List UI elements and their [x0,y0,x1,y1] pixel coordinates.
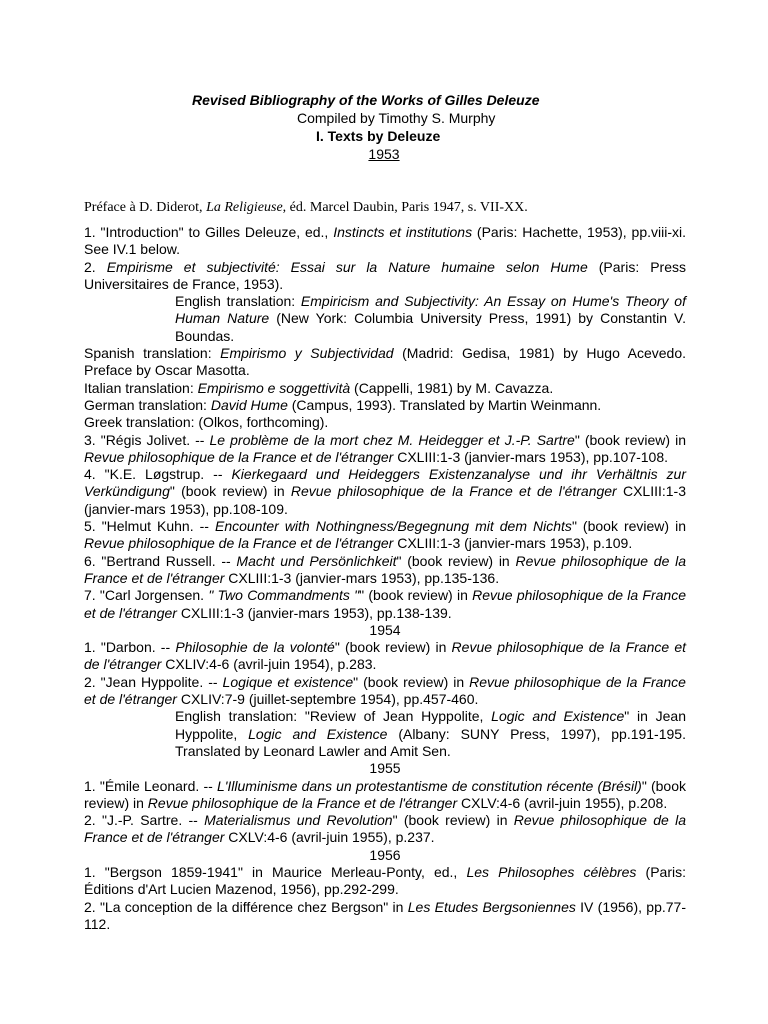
entry-text: 3. "Régis Jolivet. -- [84,431,210,448]
year-heading-label: 1954 [369,621,401,638]
entry-text: CXLIII:1-3 (janvier-mars 1953), pp.107-108. [393,448,669,465]
entry-text: CXLIII:1-3 (janvier-mars 1953), pp.135-136. [224,569,500,586]
entry-text: CXLIII:1-3 (janvier-mars 1953), pp.108-109. [84,483,686,517]
entry-italic-text: L'Illuminisme dans un protestantisme de constitution récente (Brésil) [216,777,642,794]
entry-italic-text: Revue philosophique de la France et de l'étranger [84,812,687,846]
section-heading: I. Texts by Deleuze [316,128,441,144]
entry-text: " (book review) in [84,777,686,811]
entry-text: (Madrid: Gedisa, 1981) by Hugo Acevedo. Preface by Oscar Masotta. [84,345,687,379]
entry-italic-text: Macht und Persönlichkeit [236,552,397,569]
entry-text: (New York: Columbia University Press, 1991) by Constantin V. Boundas. [175,310,686,344]
entry-text: 2. [84,258,107,275]
year-heading-label: 1955 [369,760,401,777]
year-heading-1954 [84,622,686,639]
translation-entry [175,293,686,345]
entry-text: English translation: [175,293,301,310]
entry-text: Spanish translation: [84,345,221,362]
entry-text: (Paris: Press Universitaires de France, 1953). [84,258,687,292]
entry-text: English translation: "Review of Jean Hyppolite, [175,708,492,725]
bibliography-entry [84,432,686,467]
entry-text: Greek translation: (Olkos, forthcoming). [84,414,329,431]
entry-text: 2. "J.-P. Sartre. -- [84,812,205,829]
preface-line [84,199,724,217]
bibliography-list [84,224,686,933]
entry-italic-text: Kierkegaard und Heideggers Existenzanalyse und ihr Verhältnis zur Verkündigung [84,466,686,500]
entry-text: " (book review) in [396,552,516,569]
entry-italic-text: Revue philosophique de la France et de l'étranger [84,448,394,465]
bibliography-entry [84,899,686,934]
entry-text: (Paris: Éditions d'Art Lucien Mazenod, 1956), pp.292-299. [84,863,686,898]
entry-text: 2. "La conception de la différence chez Bergson" in [84,898,408,915]
bibliography-entry [84,587,686,622]
entry-text: (Paris: Hachette, 1953), pp.viii-xi. See IV.1 below. [84,224,687,258]
entry-text: CXLIII:1-3 (janvier-mars 1953), p.109. [393,535,633,552]
document-header [0,91,768,163]
year-heading-1955 [84,760,686,777]
entry-italic-text: Le problème de la mort chez M. Heidegger et J.-P. Sartre [209,431,575,448]
bibliography-entry [84,414,686,431]
entry-italic-text: Logic and Existence [491,708,625,725]
entry-text: " (book review) in [169,483,291,500]
entry-text: German translation: [84,396,211,413]
entry-text: Italian translation: [84,379,198,396]
entry-italic-text: Revue philosophique de la France et de l'étranger [84,639,687,673]
bibliography-entry [84,345,686,380]
entry-text: 4. "K.E. Løgstrup. -- [84,466,232,483]
entry-italic-text: Les Philosophes célèbres [466,863,637,880]
bibliography-entry [84,380,686,397]
entry-text: " (book review) in [571,518,686,535]
translation-entry [175,708,686,760]
entry-italic-text: Revue philosophique de la France et de l'étranger [84,535,394,552]
entry-text: 1. "Bergson 1859-1941" in Maurice Merleau-Ponty, ed., [84,863,467,880]
entry-text: CXLV:4-6 (avril-juin 1955), p.208. [457,794,668,811]
preface-title: La Religieuse [206,200,283,215]
entry-text: IV (1956), pp.77-112. [84,898,686,932]
entry-text: (Albany: SUNY Press, 1997), pp.191-195. Translated by Leonard Lawler and Amit Sen. [175,725,686,759]
entry-italic-text: Empirismo e soggettività [197,379,351,396]
entry-italic-text: Logic and Existence [248,725,388,742]
bibliography-entry [84,639,686,674]
entry-text: (Campus, 1993). Translated by Martin Weinmann. [287,396,602,413]
entry-text: 1. "Émile Leonard. -- [84,777,217,794]
entry-text: 7. "Carl Jorgensen. [84,587,209,604]
bibliography-entry [84,864,686,899]
entry-italic-text: Instincts et institutions [333,224,473,240]
entry-italic-text: Encounter with Nothingness/Begegnung mit dem Nichts [214,518,572,535]
bibliography-entry [84,518,686,553]
entry-text: " (book review) in [353,673,470,690]
entry-italic-text: Revue philosophique de la France et de l'étranger [84,587,686,621]
preface-text: Préface à D. Diderot, [84,200,207,215]
entry-italic-text: Revue philosophique de la France et de l'étranger [84,552,686,586]
entry-text: 6. "Bertrand Russell. -- [84,552,237,569]
entry-text: 1. "Darbon. -- [84,639,176,656]
bibliography-entry [84,674,686,709]
entry-italic-text: Empiricism and Subjectivity: An Essay on Hume's Theory of Human Nature [175,293,686,327]
year-heading-1953: 1953 [368,146,400,162]
bibliography-entry [84,812,686,847]
bibliography-entry [84,259,686,294]
entry-italic-text: Les Etudes Bergsoniennes [407,898,576,915]
entry-italic-text: Empirisme et subjectivité: Essai sur la Nature humaine selon Hume [106,258,588,275]
entry-text: 1. "Introduction" to Gilles Deleuze, ed., [84,224,334,240]
document-title: Revised Bibliography of the Works of Gilles Deleuze [192,92,540,108]
bibliography-entry [84,397,686,414]
entry-text: " in Jean Hyppolite, [175,708,686,742]
entry-text: CXLIII:1-3 (janvier-mars 1953), pp.138-139. [176,604,452,621]
entry-italic-text: Logique et existence [222,673,354,690]
entry-text: CXLIV:7-9 (juillet-septembre 1954), pp.457-460. [176,691,479,708]
entry-italic-text: Philosophie de la volonté [175,639,335,656]
entry-italic-text: Empirismo y Subjectividad [220,345,394,362]
entry-text: " (book review) in [359,587,473,604]
entry-text: " (book review) in [334,639,452,656]
entry-italic-text: Revue philosophique de la France et de l'étranger [290,483,617,500]
entry-text: CXLV:4-6 (avril-juin 1955), p.237. [224,829,435,846]
entry-italic-text: Materialismus und Revolution [204,812,393,829]
entry-italic-text: David Hume [210,396,288,413]
entry-italic-text: Revue philosophique de la France et de l'étranger [147,794,458,811]
entry-text: " (book review) in [392,812,514,829]
year-heading-1956 [84,847,686,864]
bibliography-entry [84,466,686,518]
entry-text: (Cappelli, 1981) by M. Cavazza. [350,379,554,396]
year-heading-label: 1956 [369,846,401,863]
bibliography-entry [84,553,686,588]
preface-details: , éd. Marcel Daubin, Paris 1947, s. VII-XX. [282,200,528,215]
entry-text: " (book review) in [574,431,686,448]
bibliography-entry [84,224,686,259]
compiler-line: Compiled by Timothy S. Murphy [297,110,496,126]
entry-text: 2. "Jean Hyppolite. -- [84,673,223,690]
entry-text: 5. "Helmut Kuhn. -- [84,518,215,535]
entry-text: CXLIV:4-6 (avril-juin 1954), p.283. [161,656,377,673]
entry-italic-text: " Two Commandments " [208,587,360,604]
bibliography-entry [84,778,686,813]
entry-italic-text: Revue philosophique de la France et de l'étranger [84,673,686,708]
